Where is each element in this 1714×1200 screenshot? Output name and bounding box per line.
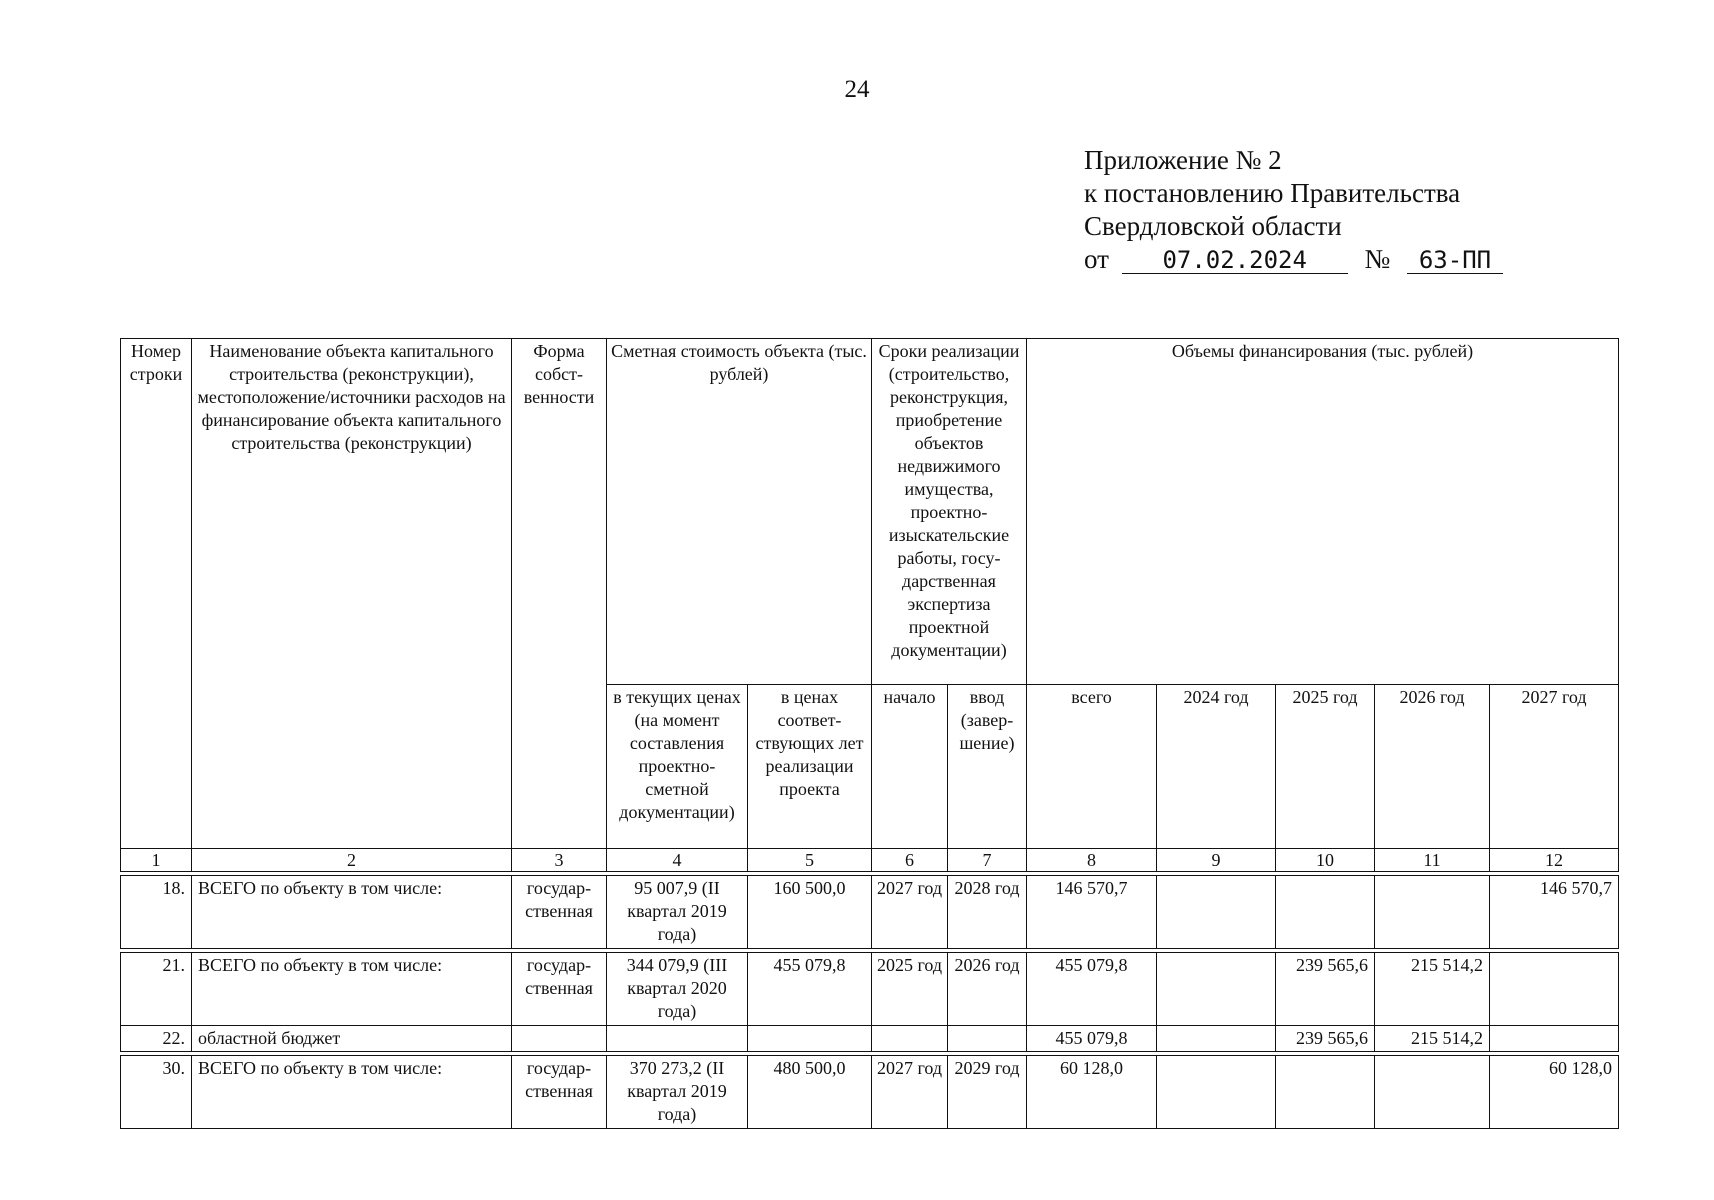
table-row [121, 1026, 1619, 1052]
end-year [948, 1026, 1027, 1052]
header-2026: 2026 год [1375, 685, 1490, 849]
appendix-title: Приложение № 2 [1084, 145, 1282, 175]
total-amount: 60 128,0 [1027, 1056, 1157, 1129]
amount-2027: 60 128,0 [1490, 1056, 1619, 1129]
cost-current [607, 1026, 748, 1052]
column-number: 10 [1276, 849, 1375, 872]
amount-2025 [1276, 1056, 1375, 1129]
column-number: 5 [748, 849, 872, 872]
header-total: всего [1027, 685, 1157, 849]
start-year: 2027 год [872, 1056, 948, 1129]
header-2027: 2027 год [1490, 685, 1619, 849]
object-name: ВСЕГО по объекту в том числе: [192, 953, 512, 1026]
total-amount: 455 079,8 [1027, 1026, 1157, 1052]
financing-table [120, 338, 1619, 1129]
header-terms: Сроки реализации (строительство, реконструкция, приобретение объектов недвижимого имущества, проектно- изыскательские работы, госу- дарственная экспертиза проектной документации) [872, 339, 1027, 685]
appendix-region: Свердловской области [1084, 211, 1342, 241]
start-year [872, 1026, 948, 1052]
column-number: 8 [1027, 849, 1157, 872]
column-number: 6 [872, 849, 948, 872]
header-corresponding-prices: в ценах соответ- ствующих лет реализации проекта [748, 685, 872, 849]
ownership-form [512, 1026, 607, 1052]
amount-2026: 215 514,2 [1375, 1026, 1490, 1052]
cost-current: 344 079,9 (III квартал 2020 года) [607, 953, 748, 1026]
ownership-form: государ- ственная [512, 953, 607, 1026]
amount-2024 [1157, 1056, 1276, 1129]
column-number: 4 [607, 849, 748, 872]
amount-2025: 239 565,6 [1276, 953, 1375, 1026]
header-commissioning: ввод (завер- шение) [948, 685, 1027, 849]
number-label: № [1364, 244, 1391, 274]
amount-2026: 215 514,2 [1375, 953, 1490, 1026]
column-number: 11 [1375, 849, 1490, 872]
resolution-date: 07.02.2024 [1122, 247, 1348, 274]
header-ownership: Форма собст- венности [512, 339, 607, 849]
header-2024: 2024 год [1157, 685, 1276, 849]
column-number: 3 [512, 849, 607, 872]
appendix-block [1084, 144, 1503, 276]
cost-current: 95 007,9 (II квартал 2019 года) [607, 876, 748, 949]
ownership-form: государ- ственная [512, 876, 607, 949]
start-year: 2025 год [872, 953, 948, 1026]
row-number: 22. [121, 1026, 192, 1052]
object-name: ВСЕГО по объекту в том числе: [192, 876, 512, 949]
header-financing: Объемы финансирования (тыс. рублей) [1027, 339, 1619, 685]
cost-years: 480 500,0 [748, 1056, 872, 1129]
amount-2026 [1375, 1056, 1490, 1129]
start-year: 2027 год [872, 876, 948, 949]
header-object-name: Наименование объекта капитального строительства (реконструкции), местоположение/источники расходов на финансирование объекта капитального строительства (реконструкции) [192, 339, 512, 849]
header-2025: 2025 год [1276, 685, 1375, 849]
amount-2025 [1276, 876, 1375, 949]
ownership-form: государ- ственная [512, 1056, 607, 1129]
cost-years: 455 079,8 [748, 953, 872, 1026]
column-number: 9 [1157, 849, 1276, 872]
total-amount: 146 570,7 [1027, 876, 1157, 949]
end-year: 2026 год [948, 953, 1027, 1026]
header-row-number: Номер строки [121, 339, 192, 849]
cost-current: 370 273,2 (II квартал 2019 года) [607, 1056, 748, 1129]
appendix-date-line [1084, 243, 1503, 276]
object-name: областной бюджет [192, 1026, 512, 1052]
header-estimated-cost: Сметная стоимость объекта (тыс. рублей) [607, 339, 872, 685]
amount-2027 [1490, 953, 1619, 1026]
header-start: начало [872, 685, 948, 849]
header-current-prices: в текущих ценах (на момент составления проектно- сметной документации) [607, 685, 748, 849]
end-year: 2028 год [948, 876, 1027, 949]
row-number: 18. [121, 876, 192, 949]
resolution-number: 63-ПП [1407, 247, 1503, 274]
column-number: 1 [121, 849, 192, 872]
cost-years [748, 1026, 872, 1052]
amount-2024 [1157, 1026, 1276, 1052]
cost-years: 160 500,0 [748, 876, 872, 949]
amount-2024 [1157, 953, 1276, 1026]
end-year: 2029 год [948, 1056, 1027, 1129]
total-amount: 455 079,8 [1027, 953, 1157, 1026]
amount-2026 [1375, 876, 1490, 949]
object-name: ВСЕГО по объекту в том числе: [192, 1056, 512, 1129]
row-number: 21. [121, 953, 192, 1026]
column-number: 12 [1490, 849, 1619, 872]
table-row [121, 1056, 1619, 1129]
amount-2025: 239 565,6 [1276, 1026, 1375, 1052]
amount-2024 [1157, 876, 1276, 949]
appendix-resolution: к постановлению Правительства [1084, 178, 1461, 208]
table-row [121, 953, 1619, 1026]
amount-2027: 146 570,7 [1490, 876, 1619, 949]
table-row [121, 876, 1619, 949]
row-number: 30. [121, 1056, 192, 1129]
page-number: 24 [844, 76, 870, 103]
column-number-row [121, 849, 1619, 872]
column-number: 2 [192, 849, 512, 872]
column-number: 7 [948, 849, 1027, 872]
from-label: от [1084, 244, 1109, 274]
amount-2027 [1490, 1026, 1619, 1052]
